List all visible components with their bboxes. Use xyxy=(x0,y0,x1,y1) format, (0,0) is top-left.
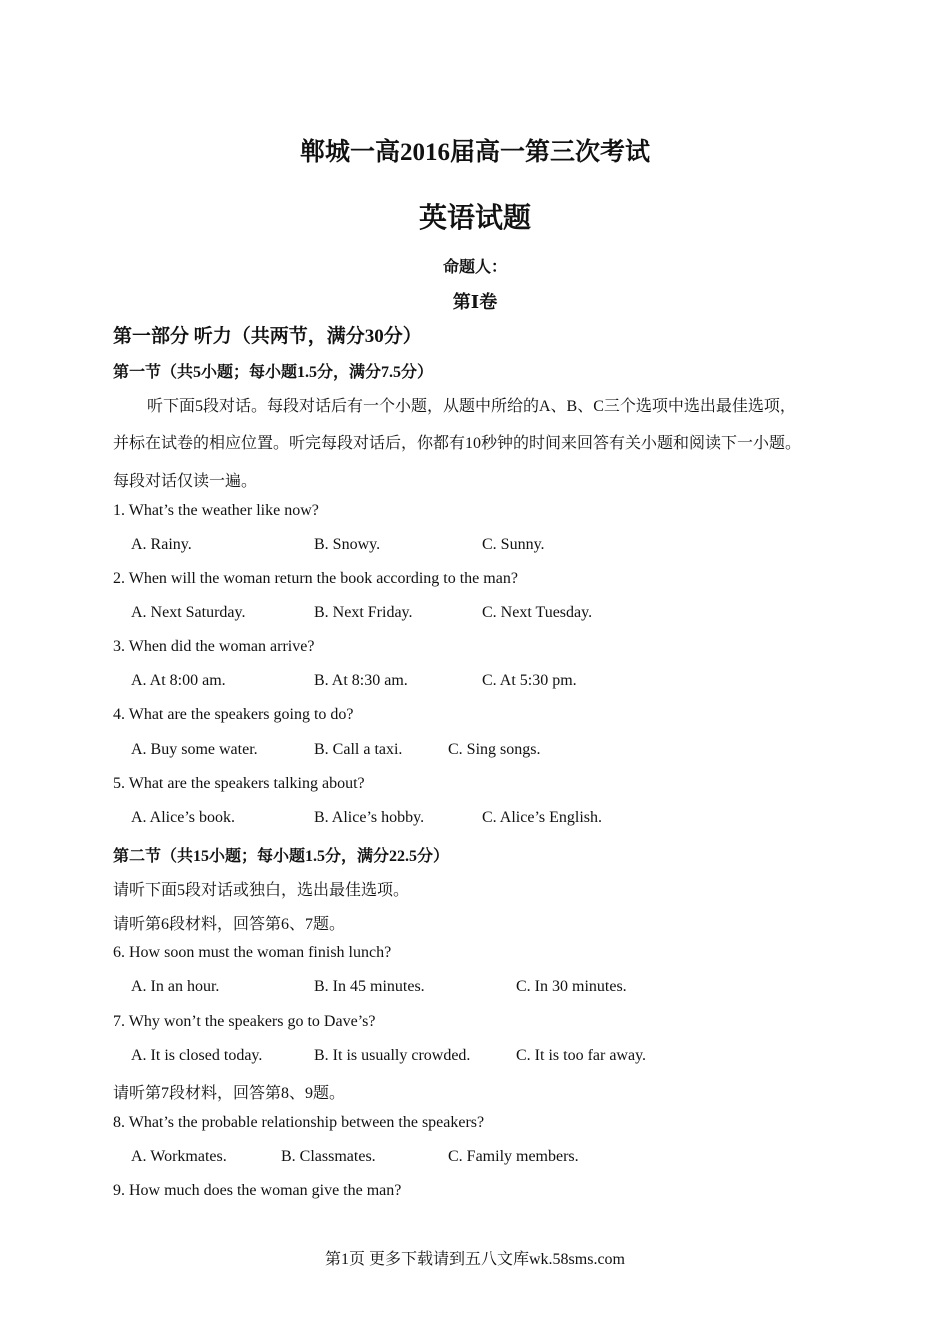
q3-option-a: A. At 8:00 am. xyxy=(131,672,226,689)
material-7-instruction: 请听第7段材料，回答第8、9题。 xyxy=(113,1085,346,1102)
question-6: 6. How soon must the woman finish lunch? xyxy=(113,944,392,961)
instruction-line: 每段对话仅读一遍。 xyxy=(113,473,258,490)
q5-option-a: A. Alice’s book. xyxy=(131,809,235,826)
question-8: 8. What’s the probable relationship between the speakers? xyxy=(113,1114,485,1131)
volume-label: 第Ⅰ卷 xyxy=(452,292,498,312)
question-4: 4. What are the speakers going to do? xyxy=(113,706,354,723)
q1-option-c: C. Sunny. xyxy=(482,536,545,553)
question-5: 5. What are the speakers talking about? xyxy=(113,775,365,792)
question-7: 7. Why won’t the speakers go to Dave’s? xyxy=(113,1013,376,1030)
q2-option-c: C. Next Tuesday. xyxy=(482,604,593,621)
instruction-line: 并标在试卷的相应位置。听完每段对话后，你都有10秒钟的时间来回答有关小题和阅读下一小题。 xyxy=(113,435,802,452)
q6-option-c: C. In 30 minutes. xyxy=(516,978,627,995)
question-3: 3. When did the woman arrive? xyxy=(113,638,315,655)
exam-subject-title: 英语试题 xyxy=(418,203,531,234)
q6-option-a: A. In an hour. xyxy=(131,978,220,995)
q1-option-b: B. Snowy. xyxy=(314,536,381,553)
part1-heading: 第一部分 听力（共两节，满分30分） xyxy=(113,326,422,347)
q2-option-b: B. Next Friday. xyxy=(314,604,413,621)
exam-title: 郸城一高2016届高一第三次考试 xyxy=(299,139,650,166)
q3-option-b: B. At 8:30 am. xyxy=(314,672,408,689)
section2-instruction: 请听下面5段对话或独白，选出最佳选项。 xyxy=(113,882,410,899)
q3-option-c: C. At 5:30 pm. xyxy=(482,672,577,689)
q1-option-a: A. Rainy. xyxy=(131,536,192,553)
question-9: 9. How much does the woman give the man? xyxy=(113,1182,402,1199)
material-6-instruction: 请听第6段材料，回答第6、7题。 xyxy=(113,916,346,933)
q5-option-b: B. Alice’s hobby. xyxy=(314,809,425,826)
q8-option-b: B. Classmates. xyxy=(281,1148,376,1165)
q7-option-c: C. It is too far away. xyxy=(516,1047,647,1064)
section1-heading: 第一节（共5小题；每小题1.5分，满分7.5分） xyxy=(113,364,434,381)
q7-option-a: A. It is closed today. xyxy=(131,1047,263,1064)
q2-option-a: A. Next Saturday. xyxy=(131,604,246,621)
q4-option-a: A. Buy some water. xyxy=(131,741,258,758)
question-2: 2. When will the woman return the book according to the man? xyxy=(113,570,518,587)
q6-option-b: B. In 45 minutes. xyxy=(314,978,425,995)
author-label: 命题人： xyxy=(442,259,507,276)
q8-option-a: A. Workmates. xyxy=(131,1148,227,1165)
section2-heading: 第二节（共15小题；每小题1.5分，满分22.5分） xyxy=(113,848,450,865)
q8-option-c: C. Family members. xyxy=(448,1148,579,1165)
q4-option-c: C. Sing songs. xyxy=(448,741,541,758)
question-1: 1. What’s the weather like now? xyxy=(113,502,319,519)
q5-option-c: C. Alice’s English. xyxy=(482,809,602,826)
q7-option-b: B. It is usually crowded. xyxy=(314,1047,471,1064)
q4-option-b: B. Call a taxi. xyxy=(314,741,403,758)
page-footer: 第1页 更多下载请到五八文库wk.58sms.com xyxy=(324,1251,625,1268)
instruction-line: 听下面5段对话。每段对话后有一个小题，从题中所给的A、B、C三个选项中选出最佳选项， xyxy=(147,398,796,415)
